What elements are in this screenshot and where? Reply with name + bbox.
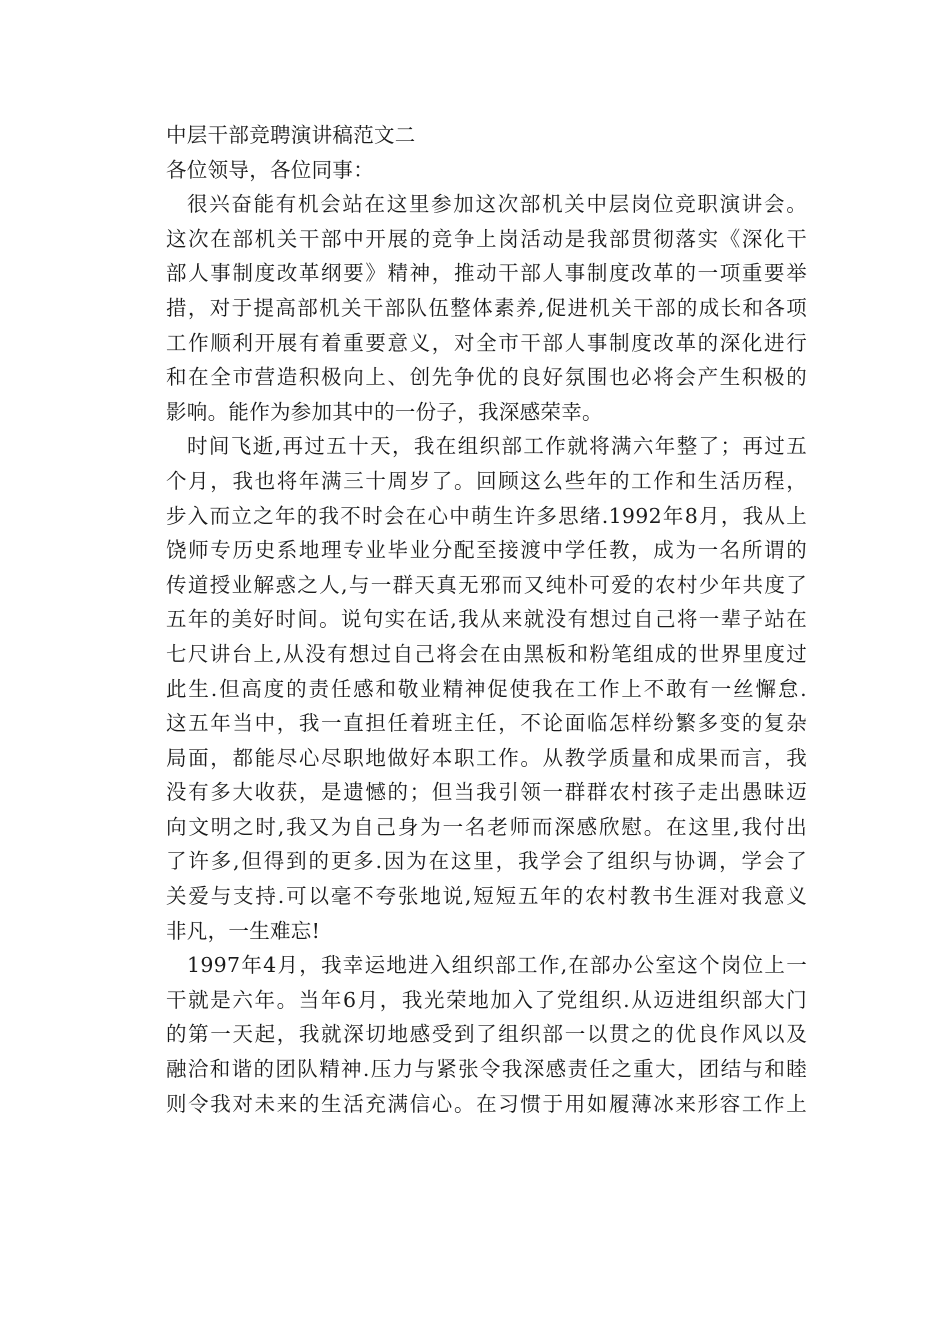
paragraph-line: 很兴奋能有机会站在这里参加这次部机关中层岗位竞职演讲会。	[187, 192, 807, 217]
paragraph-line: 这五年当中，我一直担任着班主任，不论面临怎样纷繁多变的复杂	[166, 711, 807, 736]
paragraph-line: 向文明之时,我又为自己身为一名老师而深感欣慰。在这里,我付出	[166, 814, 807, 839]
paragraph-line: 步入而立之年的我不时会在心中萌生许多思绪.1992年8月，我从上	[166, 503, 807, 528]
paragraph-line: 和在全市营造积极向上、创先争优的良好氛围也必将会产生积极的	[166, 365, 807, 390]
paragraph-line: 措，对于提高部机关干部队伍整体素养,促进机关干部的成长和各项	[166, 295, 807, 320]
paragraph-line: 则令我对未来的生活充满信心。在习惯于用如履薄冰来形容工作上	[166, 1091, 807, 1116]
paragraph-line: 五年的美好时间。说句实在话,我从来就没有想过自己将一辈子站在	[166, 607, 807, 632]
paragraph-line: 七尺讲台上,从没有想过自己将会在由黑板和粉笔组成的世界里度过	[166, 641, 807, 666]
paragraph-line: 的第一天起，我就深切地感受到了组织部一以贯之的优良作风以及	[166, 1022, 807, 1047]
paragraph-line: 1997年4月，我幸运地进入组织部工作,在部办公室这个岗位上一	[187, 953, 807, 978]
document-body	[145, 118, 807, 1121]
salutation: 各位领导，各位同事：	[166, 157, 374, 182]
paragraph-2	[145, 429, 807, 948]
paragraph-line: 关爱与支持.可以毫不夸张地说,短短五年的农村教书生涯对我意义	[166, 884, 807, 909]
paragraph-line: 非凡，一生难忘!	[166, 918, 321, 943]
paragraph-line: 个月，我也将年满三十周岁了。回顾这么些年的工作和生活历程，	[166, 468, 807, 493]
document-title: 中层干部竞聘演讲稿范文二	[166, 123, 416, 147]
paragraph-line: 部人事制度改革纲要》精神，推动干部人事制度改革的一项重要举	[166, 261, 807, 286]
paragraph-line: 此生.但高度的责任感和敬业精神促使我在工作上不敢有一丝懈怠.	[166, 676, 807, 701]
paragraph-1	[145, 187, 807, 429]
paragraph-line: 没有多大收获，是遗憾的；但当我引领一群群农村孩子走出愚昧迈	[166, 780, 807, 805]
paragraph-line: 局面，都能尽心尽职地做好本职工作。从教学质量和成果而言，我	[166, 745, 807, 770]
paragraph-3	[145, 948, 807, 1121]
paragraph-line: 饶师专历史系地理专业毕业分配至接渡中学任教，成为一名所谓的	[166, 538, 807, 563]
paragraph-line: 时间飞逝,再过五十天，我在组织部工作就将满六年整了；再过五	[187, 434, 807, 459]
paragraph-line: 工作顺利开展有着重要意义，对全市干部人事制度改革的深化进行	[166, 330, 807, 355]
paragraph-line: 了许多,但得到的更多.因为在这里，我学会了组织与协调，学会了	[166, 849, 807, 874]
paragraph-line: 这次在部机关干部中开展的竞争上岗活动是我部贯彻落实《深化干	[166, 226, 807, 251]
paragraph-line: 传道授业解惑之人,与一群天真无邪而又纯朴可爱的农村少年共度了	[166, 572, 807, 597]
paragraph-line: 融洽和谐的团队精神.压力与紧张令我深感责任之重大，团结与和睦	[166, 1057, 807, 1082]
paragraph-line: 影响。能作为参加其中的一份子，我深感荣幸。	[166, 399, 603, 424]
paragraph-line: 干就是六年。当年6月，我光荣地加入了党组织.从迈进组织部大门	[166, 987, 807, 1012]
